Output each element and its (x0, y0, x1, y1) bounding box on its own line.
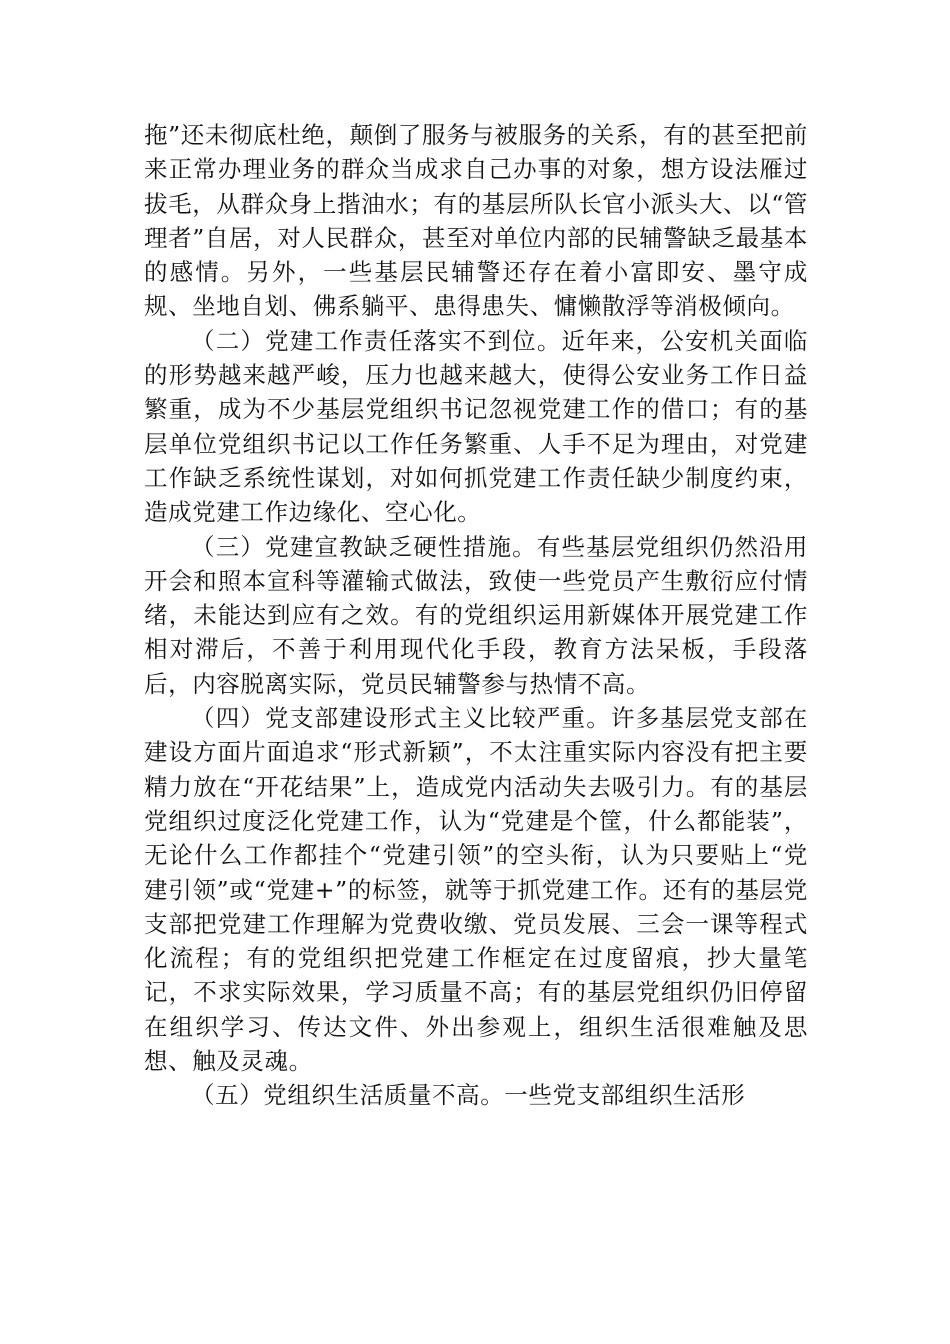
paragraph-party-education-measures: （三）党建宣教缺乏硬性措施。有些基层党组织仍然沿用开会和照本宣科等灌输式做法，致使一些党员产生敷衍应付情绪，未能达到应有之效。有的党组织运用新媒体开展党建工作相对滞后，不善于利用现代化手段，教育方法呆板，手段落后，内容脱离实际，党员民辅警参与热情不高。 (144, 532, 808, 698)
body-text (144, 118, 808, 1113)
paragraph-party-building-responsibility: （二）党建工作责任落实不到位。近年来，公安机关面临的形势越来越严峻，压力也越来越大，使得公安业务工作日益繁重，成为不少基层党组织书记忽视党建工作的借口；有的基层单位党组织书记以工作任务繁重、人手不足为理由，对党建工作缺乏系统性谋划，对如何抓党建工作责任缺少制度约束，造成党建工作边缘化、空心化。 (144, 326, 808, 527)
paragraph-organization-life-quality: （五）党组织生活质量不高。一些党支部组织生活形 (191, 1081, 746, 1110)
paragraph-continuation: 拖”还未彻底杜绝，颠倒了服务与被服务的关系，有的甚至把前来正常办理业务的群众当成求自己办事的对象，想方设法雁过拔毛，从群众身上揩油水；有的基层所队长官小派头大、以“管理者”自居，对人民群众，甚至对单位内部的民辅警缺乏最基本的感情。另外，一些基层民辅警还存在着小富即安、墨守成规、坐地自划、佛系躺平、患得患失、慵懒散浮等消极倾向。 (144, 121, 808, 321)
paragraph-branch-formalism: （四）党支部建设形式主义比较严重。许多基层党支部在建设方面片面追求“形式新颖”，不太注重实际内容没有把主要精力放在“开花结果”上，造成党内活动失去吸引力。有的基层党组织过度泛化党建工作，认为“党建是个筐，什么都能装”，无论什么工作都挂个“党建引领”的空头衔，认为只要贴上“党建引领”或“党建+”的标签，就等于抓党建工作。还有的基层党支部把党建工作理解为党费收缴、党员发展、三会一课等程式化流程；有的党组织把党建工作框定在过度留痕，抄大量笔记，不求实际效果，学习质量不高；有的基层党组织仍旧停留在组织学习、传达文件、外出参观上，组织生活很难触及思想、触及灵魂。 (144, 704, 808, 1076)
